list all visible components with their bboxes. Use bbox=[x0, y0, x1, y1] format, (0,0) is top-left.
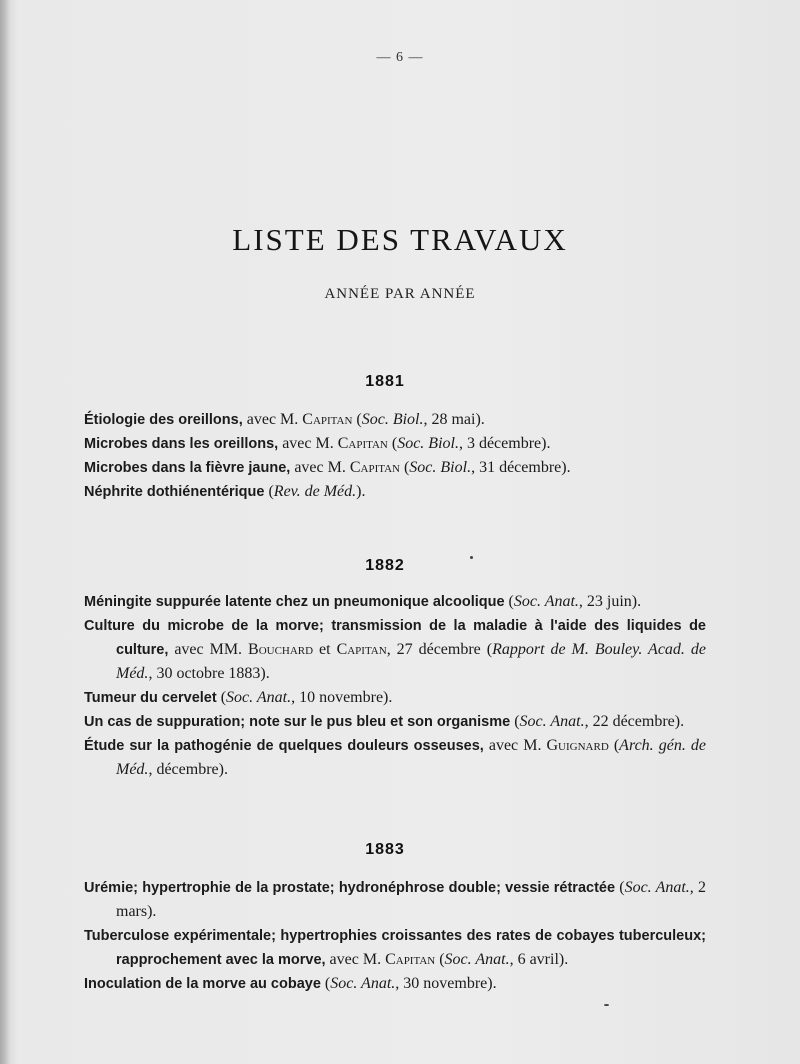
entry-title: Un cas de suppuration; note sur le pus bleu et son organisme bbox=[84, 714, 511, 730]
bibliography-entry bbox=[84, 924, 706, 972]
entry-text: et bbox=[313, 641, 337, 658]
entry-text: ( bbox=[608, 737, 620, 754]
bibliography-entry bbox=[84, 408, 706, 432]
entry-text: , 30 novembre). bbox=[395, 975, 497, 992]
entry-title: Urémie; hypertrophie de la prostate; hydronéphrose double; vessie rétractée bbox=[84, 880, 616, 896]
journal-ref: Soc. Anat. bbox=[513, 593, 579, 610]
journal-ref: Soc. Anat. bbox=[624, 879, 690, 896]
entry-title: Méningite suppurée latente chez un pneumonique alcoolique bbox=[84, 594, 505, 610]
entry-text: ( bbox=[320, 975, 331, 992]
entry-text: , 10 novembre). bbox=[291, 689, 393, 706]
journal-ref: Soc. Anat. bbox=[444, 951, 510, 968]
author-name: Capitan bbox=[302, 411, 353, 428]
entry-title: Tuberculose expérimentale; hypertrophies croissantes des rates de cobayes tuberculeux; rapprochement avec la morve, bbox=[84, 928, 706, 968]
bibliography-entry bbox=[84, 480, 706, 504]
author-name: Capitan bbox=[337, 435, 388, 452]
entry-text: avec M. bbox=[242, 411, 303, 428]
journal-ref: Soc. Anat. bbox=[330, 975, 396, 992]
year-heading-1881: 1881 bbox=[365, 373, 405, 390]
page-title: LISTE DES TRAVAUX bbox=[232, 222, 568, 257]
journal-ref: Soc. Biol. bbox=[397, 435, 459, 452]
entry-text: avec M. bbox=[290, 459, 350, 476]
entry-text: avec M. bbox=[278, 435, 338, 452]
entry-text: , 23 juin). bbox=[578, 593, 642, 610]
entry-text: ( bbox=[264, 483, 274, 500]
author-name: Capitan bbox=[349, 459, 400, 476]
entry-title: Inoculation de la morve au cobaye bbox=[84, 976, 321, 992]
bleed-through-texture bbox=[66, 120, 726, 160]
journal-ref: Soc. Biol. bbox=[409, 459, 472, 476]
entry-title: Tumeur du cervelet bbox=[84, 690, 217, 706]
entry-text: ( bbox=[216, 689, 227, 706]
page-subtitle: ANNÉE PAR ANNÉE bbox=[324, 286, 476, 302]
entry-title: Microbes dans la fièvre jaune, bbox=[84, 460, 291, 476]
entry-text: avec MM. bbox=[168, 641, 249, 658]
bibliography-entry bbox=[84, 432, 706, 456]
entry-title: Étude sur la pathogénie de quelques douleurs osseuses, bbox=[84, 738, 484, 754]
bibliography-entry bbox=[84, 590, 706, 614]
year-heading-1882: 1882 bbox=[365, 557, 405, 574]
entry-text: , 6 avril). bbox=[509, 951, 569, 968]
entry-text: , 22 décembre). bbox=[584, 713, 685, 730]
entry-text: avec M. bbox=[483, 737, 547, 754]
entry-title: Culture du microbe de la morve; transmission de la maladie à l'aide des liquides de culture, bbox=[84, 618, 706, 658]
entry-text: , 28 mai). bbox=[423, 411, 485, 428]
journal-ref: Rev. de Méd. bbox=[273, 483, 357, 500]
entry-text: ( bbox=[504, 593, 514, 610]
entry-text: ( bbox=[399, 459, 410, 476]
bibliography-entry bbox=[84, 876, 706, 924]
entry-text: , 3 décembre). bbox=[458, 435, 551, 452]
journal-ref: Soc. Biol. bbox=[361, 411, 424, 428]
entry-text: ( bbox=[387, 435, 398, 452]
journal-ref: Rapport de M. Bouley. Acad. de Méd. bbox=[116, 641, 706, 682]
bibliography-entry bbox=[84, 734, 706, 782]
entry-text: ( bbox=[510, 713, 520, 730]
bibliography-entry bbox=[84, 710, 706, 734]
bibliography-entry bbox=[84, 614, 706, 686]
entry-text: avec M. bbox=[325, 951, 386, 968]
bibliography-entry bbox=[84, 456, 706, 480]
entry-title: Étiologie des oreillons, bbox=[84, 412, 243, 428]
author-name: Bouchard bbox=[248, 641, 314, 658]
entry-list-1883 bbox=[84, 876, 706, 996]
entry-text: ). bbox=[356, 483, 366, 500]
entry-text: , 31 décembre). bbox=[471, 459, 571, 476]
entry-list-1881 bbox=[84, 408, 706, 504]
entry-text: , décembre). bbox=[148, 761, 228, 778]
page-edge-shadow bbox=[0, 0, 10, 1064]
entry-text: , 2 mars). bbox=[116, 879, 706, 920]
bibliography-entry bbox=[84, 972, 706, 996]
journal-ref: Soc. Anat. bbox=[519, 713, 585, 730]
entry-text: ( bbox=[615, 879, 625, 896]
author-name: Guignard bbox=[546, 737, 609, 754]
author-name: Capitan bbox=[336, 641, 387, 658]
entry-text: , 30 octobre 1883). bbox=[148, 665, 270, 682]
entry-title: Néphrite dothiénentérique bbox=[84, 484, 265, 500]
year-heading-1883: 1883 bbox=[365, 841, 405, 858]
page-number: — 6 — bbox=[376, 50, 424, 65]
journal-ref: Arch. gén. de Méd. bbox=[116, 737, 706, 778]
journal-ref: Soc. Anat. bbox=[226, 689, 292, 706]
entry-text: ( bbox=[352, 411, 362, 428]
entry-text: ( bbox=[435, 951, 445, 968]
author-name: Capitan bbox=[385, 951, 436, 968]
print-speck bbox=[604, 1004, 609, 1006]
entry-text: , 27 décembre ( bbox=[386, 641, 493, 658]
entry-title: Microbes dans les oreillons, bbox=[84, 436, 279, 452]
entry-list-1882 bbox=[84, 590, 706, 782]
bibliography-entry bbox=[84, 686, 706, 710]
print-speck bbox=[470, 556, 473, 559]
